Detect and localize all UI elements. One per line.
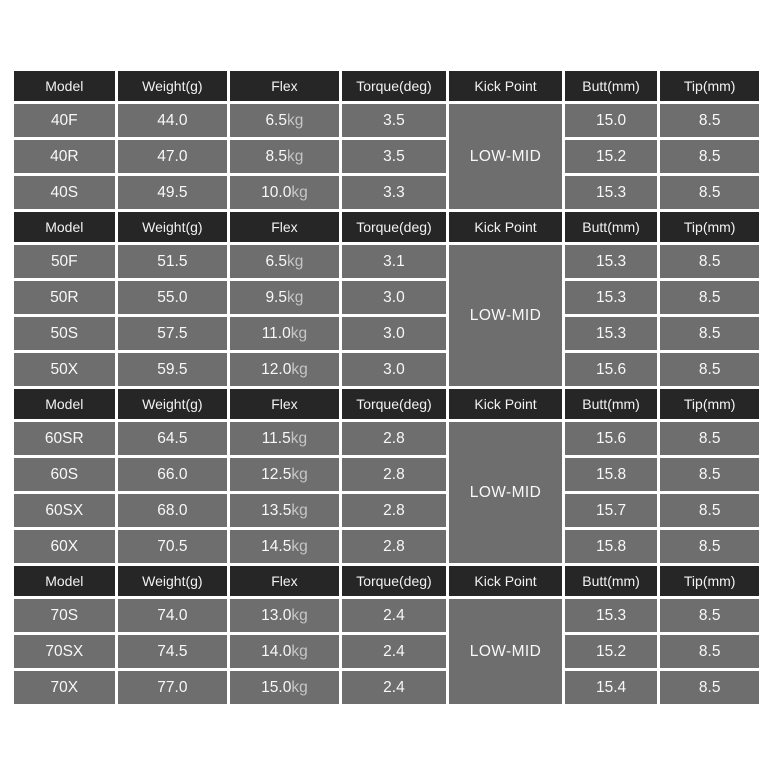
torque-cell: 2.8 (340, 457, 448, 493)
model-cell: 50F (13, 244, 117, 280)
flex-unit: kg (291, 678, 308, 696)
flex-unit: kg (290, 324, 308, 342)
flex-value: 14.5 (261, 537, 292, 555)
butt-cell: 15.2 (563, 634, 659, 670)
flex-unit: kg (291, 360, 308, 378)
butt-cell: 15.6 (563, 352, 659, 388)
header-cell-tip: Tip(mm) (659, 211, 761, 244)
weight-cell: 59.5 (116, 352, 229, 388)
table-row (13, 598, 761, 634)
header-cell-kick-point: Kick Point (448, 70, 564, 103)
table-row (13, 529, 761, 565)
model-cell: 60S (13, 457, 117, 493)
header-cell-butt: Butt(mm) (563, 388, 659, 421)
flex-unit: kg (287, 147, 304, 165)
header-cell-tip: Tip(mm) (659, 565, 761, 598)
table-row (13, 103, 761, 139)
weight-cell: 57.5 (116, 316, 229, 352)
weight-cell: 77.0 (116, 670, 229, 706)
header-cell-weight: Weight(g) (116, 565, 229, 598)
butt-cell: 15.4 (563, 670, 659, 706)
flex-cell (229, 352, 341, 388)
flex-value: 8.5 (265, 147, 287, 165)
flex-value: 12.5 (261, 465, 292, 483)
flex-cell (229, 529, 341, 565)
flex-value: 14.0 (261, 642, 292, 660)
model-cell: 70S (13, 598, 117, 634)
flex-cell (229, 493, 341, 529)
butt-cell: 15.8 (563, 457, 659, 493)
model-cell: 70X (13, 670, 117, 706)
weight-cell: 51.5 (116, 244, 229, 280)
butt-cell: 15.3 (563, 175, 659, 211)
torque-cell: 2.4 (340, 598, 448, 634)
butt-cell: 15.7 (563, 493, 659, 529)
flex-cell (229, 634, 341, 670)
flex-value: 15.0 (261, 678, 292, 696)
flex-value: 13.5 (261, 501, 292, 519)
tip-cell: 8.5 (659, 493, 761, 529)
tip-cell: 8.5 (659, 175, 761, 211)
torque-cell: 3.1 (340, 244, 448, 280)
kick-point-cell: LOW-MID (448, 244, 564, 388)
model-cell: 70SX (13, 634, 117, 670)
flex-cell (229, 175, 341, 211)
table-row (13, 457, 761, 493)
table-row (13, 670, 761, 706)
header-cell-torque: Torque(deg) (340, 388, 448, 421)
header-cell-tip: Tip(mm) (659, 70, 761, 103)
shaft-spec-table (11, 68, 762, 707)
table-row (13, 244, 761, 280)
table-row (13, 316, 761, 352)
header-cell-flex: Flex (229, 70, 341, 103)
flex-unit: kg (291, 537, 308, 555)
header-cell-flex: Flex (229, 211, 341, 244)
header-cell-flex: Flex (229, 565, 341, 598)
tip-cell: 8.5 (659, 103, 761, 139)
table-row (13, 280, 761, 316)
torque-cell: 3.0 (340, 316, 448, 352)
torque-cell: 2.8 (340, 421, 448, 457)
header-cell-butt: Butt(mm) (563, 565, 659, 598)
header-cell-butt: Butt(mm) (563, 70, 659, 103)
model-cell: 50R (13, 280, 117, 316)
butt-cell: 15.0 (563, 103, 659, 139)
flex-unit: kg (291, 642, 308, 660)
butt-cell: 15.3 (563, 280, 659, 316)
header-cell-butt: Butt(mm) (563, 211, 659, 244)
torque-cell: 3.0 (340, 280, 448, 316)
table-row (13, 634, 761, 670)
kick-point-cell: LOW-MID (448, 598, 564, 706)
flex-cell (229, 139, 341, 175)
header-cell-model: Model (13, 388, 117, 421)
torque-cell: 3.3 (340, 175, 448, 211)
flex-value: 13.0 (261, 606, 292, 624)
header-cell-weight: Weight(g) (116, 388, 229, 421)
butt-cell: 15.3 (563, 244, 659, 280)
flex-unit: kg (291, 501, 308, 519)
butt-cell: 15.3 (563, 598, 659, 634)
tip-cell: 8.5 (659, 598, 761, 634)
torque-cell: 2.8 (340, 493, 448, 529)
torque-cell: 2.4 (340, 634, 448, 670)
table-row (13, 139, 761, 175)
header-cell-kick-point: Kick Point (448, 565, 564, 598)
flex-unit: kg (291, 183, 308, 201)
flex-unit: kg (287, 288, 304, 306)
flex-value: 9.5 (265, 288, 287, 306)
flex-unit: kg (290, 429, 308, 447)
butt-cell: 15.3 (563, 316, 659, 352)
model-cell: 40S (13, 175, 117, 211)
tip-cell: 8.5 (659, 421, 761, 457)
flex-unit: kg (291, 606, 308, 624)
header-cell-kick-point: Kick Point (448, 388, 564, 421)
flex-value: 6.5 (265, 111, 287, 129)
flex-cell (229, 670, 341, 706)
header-cell-weight: Weight(g) (116, 211, 229, 244)
weight-cell: 70.5 (116, 529, 229, 565)
header-cell-model: Model (13, 70, 117, 103)
weight-cell: 44.0 (116, 103, 229, 139)
tip-cell: 8.5 (659, 670, 761, 706)
weight-cell: 74.5 (116, 634, 229, 670)
header-cell-torque: Torque(deg) (340, 211, 448, 244)
model-cell: 50X (13, 352, 117, 388)
flex-value: 11.0 (261, 324, 291, 342)
tip-cell: 8.5 (659, 529, 761, 565)
butt-cell: 15.6 (563, 421, 659, 457)
flex-cell (229, 280, 341, 316)
model-cell: 40R (13, 139, 117, 175)
flex-value: 6.5 (265, 252, 287, 270)
header-row (13, 70, 761, 103)
model-cell: 60SR (13, 421, 117, 457)
tip-cell: 8.5 (659, 280, 761, 316)
flex-value: 12.0 (261, 360, 292, 378)
weight-cell: 55.0 (116, 280, 229, 316)
header-cell-model: Model (13, 565, 117, 598)
header-cell-tip: Tip(mm) (659, 388, 761, 421)
butt-cell: 15.2 (563, 139, 659, 175)
torque-cell: 3.5 (340, 103, 448, 139)
torque-cell: 3.0 (340, 352, 448, 388)
table-row (13, 421, 761, 457)
weight-cell: 74.0 (116, 598, 229, 634)
flex-cell (229, 421, 341, 457)
model-cell: 60SX (13, 493, 117, 529)
weight-cell: 64.5 (116, 421, 229, 457)
header-cell-kick-point: Kick Point (448, 211, 564, 244)
tip-cell: 8.5 (659, 457, 761, 493)
flex-cell (229, 598, 341, 634)
flex-value: 11.5 (261, 429, 291, 447)
flex-cell (229, 244, 341, 280)
weight-cell: 47.0 (116, 139, 229, 175)
header-cell-flex: Flex (229, 388, 341, 421)
header-cell-torque: Torque(deg) (340, 565, 448, 598)
model-cell: 60X (13, 529, 117, 565)
header-cell-weight: Weight(g) (116, 70, 229, 103)
butt-cell: 15.8 (563, 529, 659, 565)
tip-cell: 8.5 (659, 316, 761, 352)
torque-cell: 2.4 (340, 670, 448, 706)
flex-cell (229, 103, 341, 139)
tip-cell: 8.5 (659, 244, 761, 280)
table-row (13, 352, 761, 388)
header-cell-torque: Torque(deg) (340, 70, 448, 103)
header-row (13, 211, 761, 244)
tip-cell: 8.5 (659, 352, 761, 388)
flex-unit: kg (287, 252, 304, 270)
model-cell: 50S (13, 316, 117, 352)
flex-cell (229, 457, 341, 493)
header-row (13, 388, 761, 421)
torque-cell: 2.8 (340, 529, 448, 565)
flex-cell (229, 316, 341, 352)
model-cell: 40F (13, 103, 117, 139)
header-row (13, 565, 761, 598)
kick-point-cell: LOW-MID (448, 421, 564, 565)
weight-cell: 66.0 (116, 457, 229, 493)
torque-cell: 3.5 (340, 139, 448, 175)
tip-cell: 8.5 (659, 634, 761, 670)
flex-value: 10.0 (261, 183, 292, 201)
flex-unit: kg (291, 465, 308, 483)
kick-point-cell: LOW-MID (448, 103, 564, 211)
table-row (13, 175, 761, 211)
table-row (13, 493, 761, 529)
weight-cell: 68.0 (116, 493, 229, 529)
header-cell-model: Model (13, 211, 117, 244)
flex-unit: kg (287, 111, 304, 129)
tip-cell: 8.5 (659, 139, 761, 175)
weight-cell: 49.5 (116, 175, 229, 211)
